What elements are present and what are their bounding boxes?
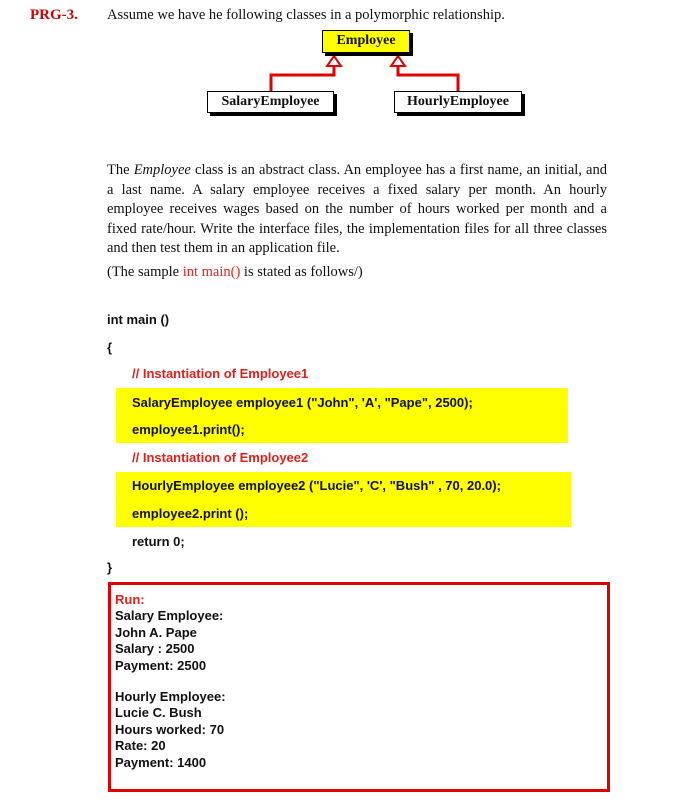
sample-b: is stated as follows/) [240,264,363,280]
run-hourly-line: Rate: 20 [115,738,166,754]
run-hourly-line: Hours worked: 70 [115,721,225,737]
run-output-salary [115,592,223,674]
run-salary-line: Salary : 2500 [115,641,195,657]
desc-s1a: The [107,162,134,178]
run-hourly-line: Hourly Employee: [115,689,226,704]
desc-s4: Write the interface files, the implementation files for all three classes and then test them in an application file. [107,220,607,257]
arrowhead-hourly [391,56,405,66]
desc-employee-em: Employee [133,162,191,178]
connector-salary [271,58,334,91]
uml-class-salary-employee: SalaryEmployee [207,91,334,113]
uml-class-employee: Employee [322,30,410,53]
code-line-4: employee2.print (); [132,506,249,521]
description-paragraph [107,161,607,259]
uml-class-hourly-employee: HourlyEmployee [394,91,522,113]
code-main-signature: int main () [107,312,170,327]
code-line-2: employee1.print(); [132,422,245,437]
run-salary-line: Payment: 2500 [115,657,207,673]
uml-connectors [0,0,682,120]
run-salary-line: John A. Pape [115,624,197,640]
connector-hourly [398,58,458,91]
sample-note [107,264,363,281]
sample-a: (The sample [107,264,183,280]
code-return: return 0; [132,534,185,549]
code-line-1: SalaryEmployee employee1 ("John", 'A', "Pape", 2500); [132,395,473,410]
run-hourly-line: Payment: 1400 [115,754,207,770]
code-line-3: HourlyEmployee employee2 ("Lucie", 'C', "Bush" , 70, 20.0); [132,478,501,493]
code-close-brace: } [107,560,113,575]
run-salary-line: Salary Employee: [115,608,224,624]
sample-code: int main() [182,264,241,280]
arrowhead-salary [327,56,341,66]
run-output-hourly [115,689,226,771]
desc-s2: A salary employee receives a fixed salary per month. [184,181,536,198]
desc-s3: An hourly employee receives wages based on the number of hours worked per month and a fixed rate/hour. [107,181,607,237]
intro-text: Assume we have he following classes in a polymorphic relationship. [107,7,505,23]
run-title: Run: [115,592,145,607]
desc-s1b: class is an abstract class. An employee has a first name, an initial, and a last name. [107,162,607,198]
code-open-brace: { [107,340,113,355]
code-comment-2: // Instantiation of Employee2 [132,450,309,465]
run-hourly-line: Lucie C. Bush [115,705,202,721]
problem-label: PRG-3. [30,7,78,23]
code-comment-1: // Instantiation of Employee1 [132,366,309,381]
